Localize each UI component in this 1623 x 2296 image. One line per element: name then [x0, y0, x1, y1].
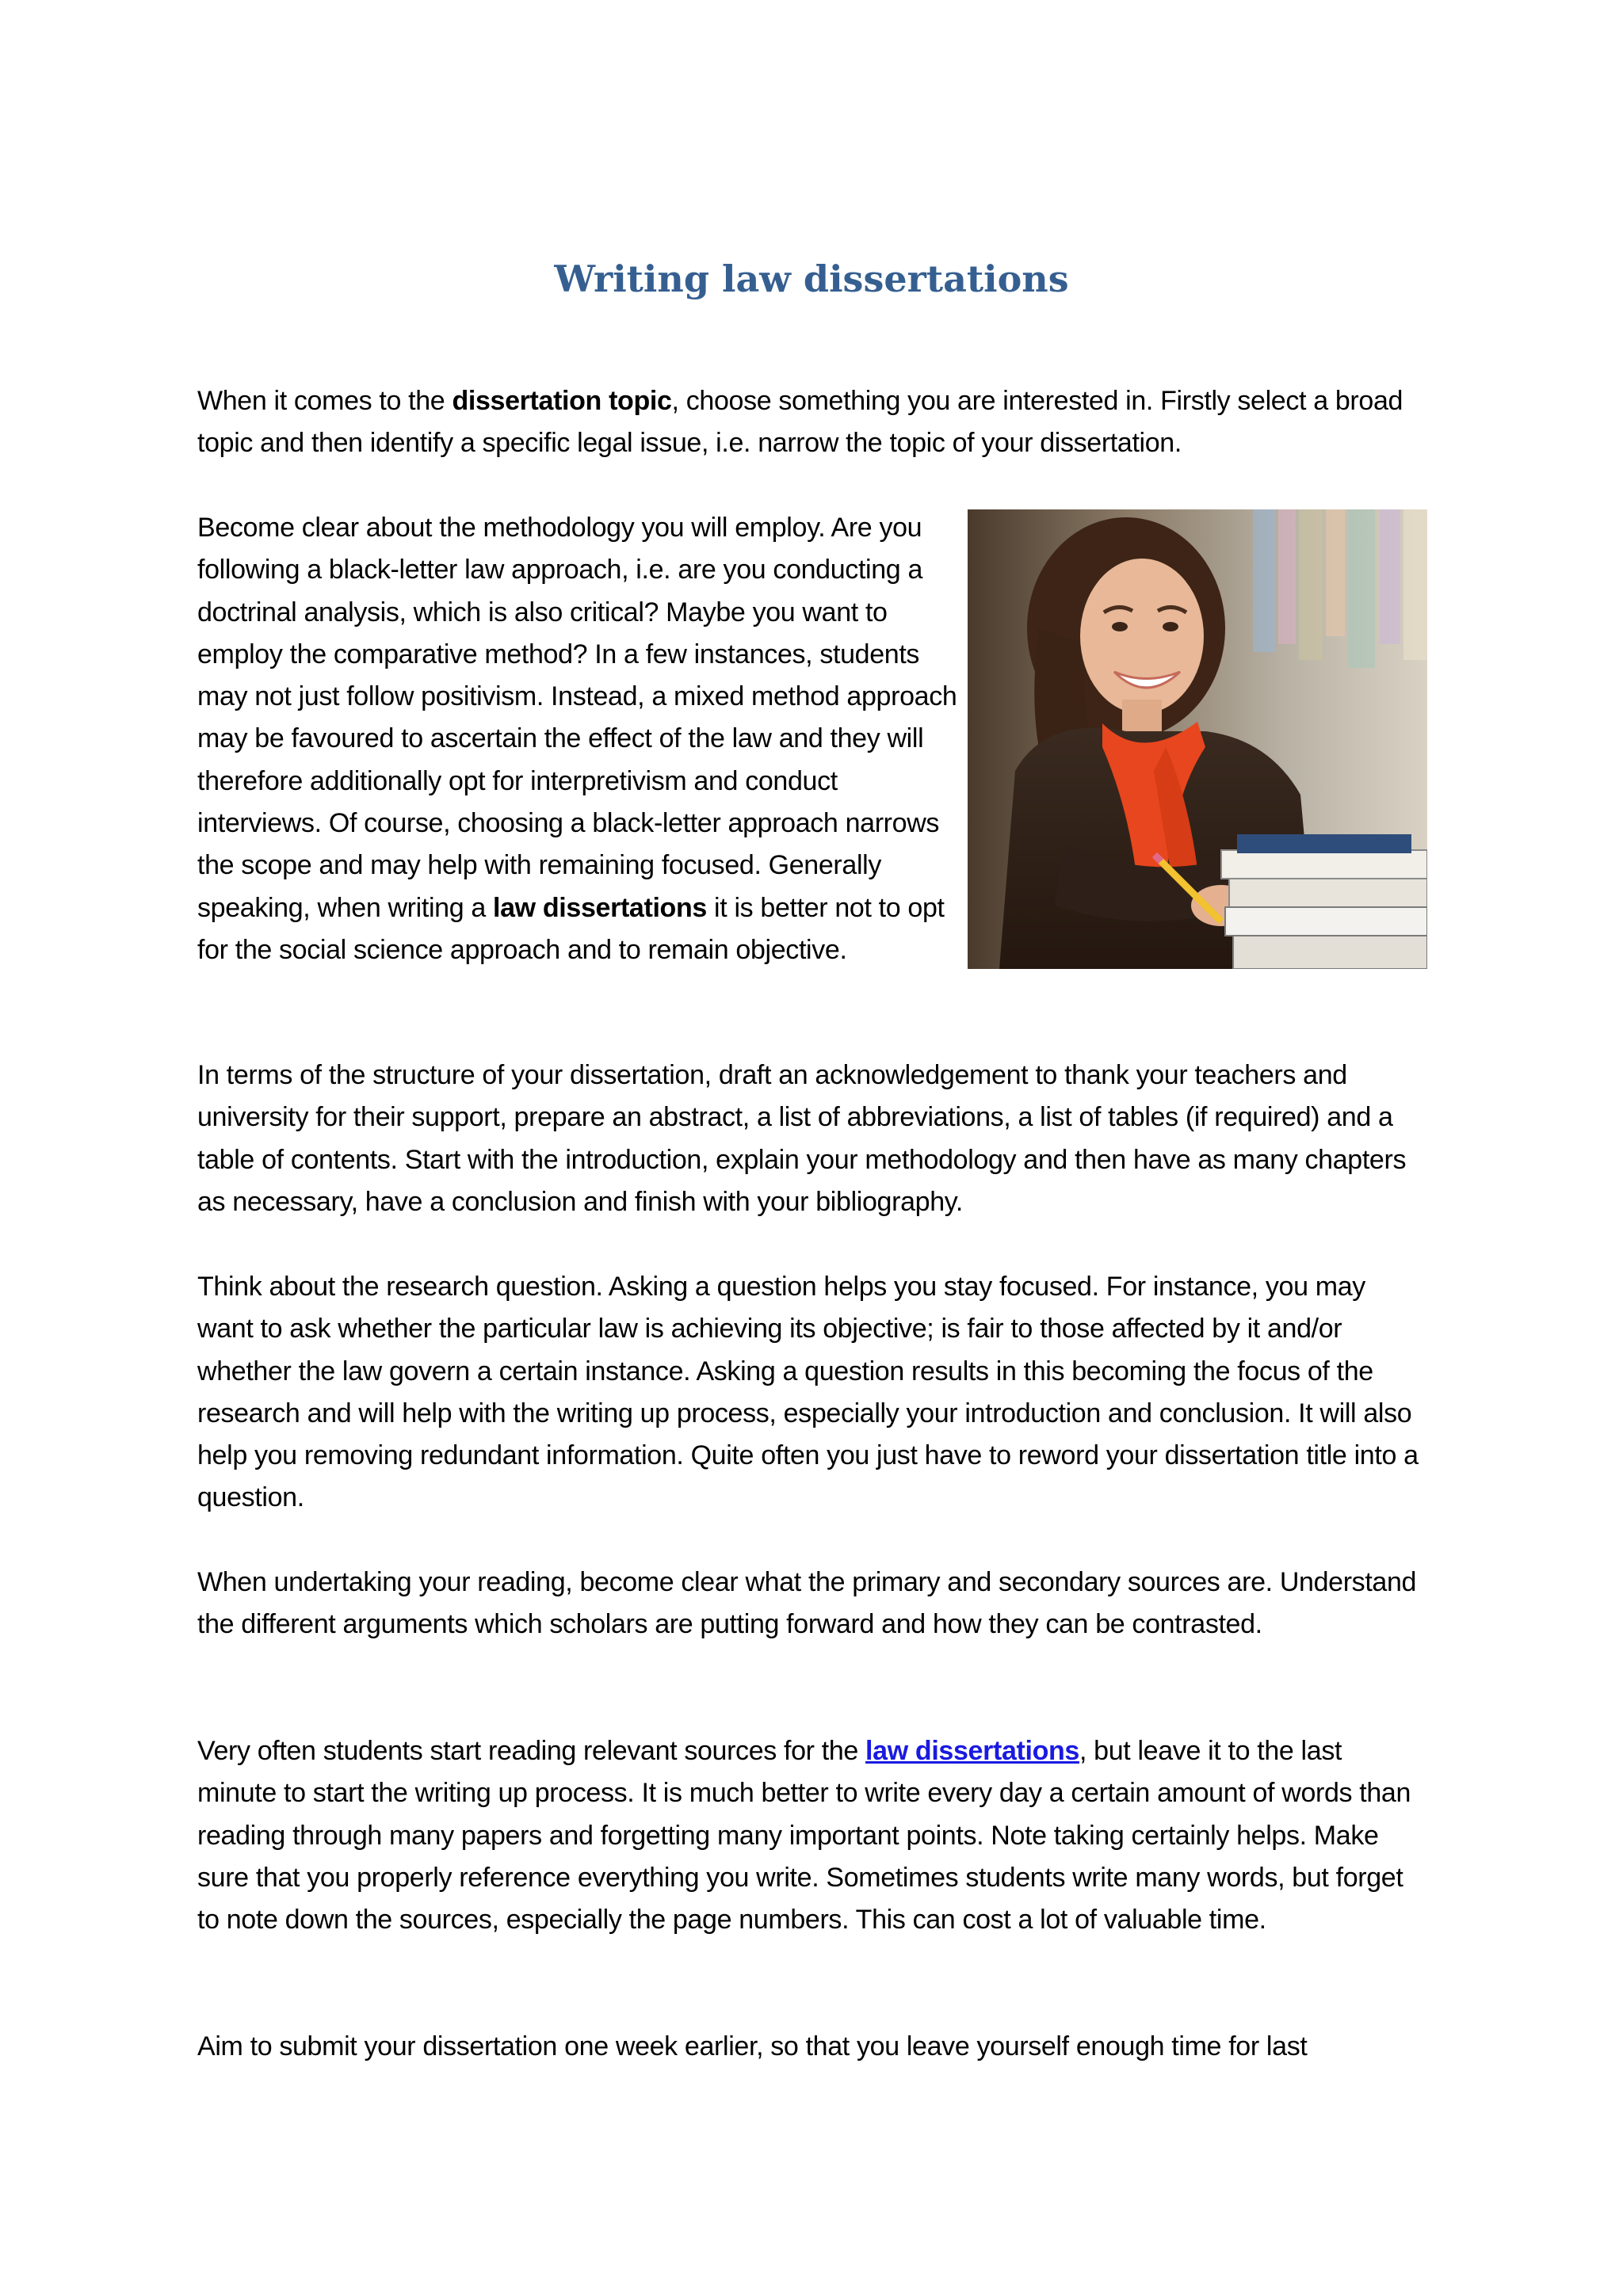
paragraph-methodology: [197, 507, 966, 971]
paragraph-submission: [197, 2026, 1427, 2068]
p5-text: When undertaking your reading, become clear what the primary and secondary sources are. Understand the different arguments which scholars are putting forward and how they can be contrasted.: [197, 1567, 1417, 1640]
paragraph-reading: [197, 1562, 1427, 1646]
page-title: Writing law dissertations: [554, 257, 1069, 300]
p6-text-after: , but leave it to the last minute to start the writing up process. It is much better to write every day a certain amount of words than reading through many papers and forgetting many important points. Note taking certainly helps. Make sure that you properly reference everything you write. Sometimes students write many words, but forget to note down the sources, especially the page numbers. This can cost a lot of valuable time.: [197, 1736, 1411, 1936]
p2-bold-term: law dissertations: [493, 892, 707, 923]
p1-text-after: , choose something you are interested in. Firstly select a broad topic and then identify a specific legal issue, i.e. narrow the topic of your dissertation.: [197, 386, 1403, 459]
p2-text-after: it is better not to opt for the social science approach and to remain objective.: [197, 892, 945, 965]
law-dissertations-link[interactable]: law dissertations: [865, 1736, 1079, 1766]
paragraph-structure: [197, 1055, 1427, 1223]
p6-text-before: Very often students start reading relevant sources for the: [197, 1736, 866, 1766]
student-with-books-photo: [968, 509, 1427, 969]
p2-text-before: Become clear about the methodology you will employ. Are you following a black-letter law approach, i.e. are you conducting a doctrinal analysis, which is also critical? Maybe you want to employ the comparative method? In a few instances, students may not just follow positivism. Instead, a mixed method approach may be favoured to ascertain the effect of the law and they will therefore additionally opt for interpretivism and conduct interviews. Of course, choosing a black-letter approach narrows the scope and may help with remaining focused. Generally speaking, when writing a: [197, 513, 957, 923]
p1-text-before: When it comes to the: [197, 386, 453, 416]
p7-text: Aim to submit your dissertation one week earlier, so that you leave yourself enough time for last: [197, 2031, 1308, 2061]
p4-text: Think about the research question. Asking a question helps you stay focused. For instance, you may want to ask whether the particular law is achieving its objective; is fair to those affected by it and/or whether the law govern a certain instance. Asking a question results in this becoming the focus of the research and will help with the writing up process, especially your introduction and conclusion. It will also help you removing redundant information. Quite often you just have to reword your dissertation title into a question.: [197, 1272, 1419, 1513]
p3-text: In terms of the structure of your dissertation, draft an acknowledgement to thank your teachers and university for their support, prepare an abstract, a list of abbreviations, a list of tables (if required) and a table of contents. Start with the introduction, explain your methodology and then have as many chapters as necessary, have a conclusion and finish with your bibliography.: [197, 1060, 1407, 1217]
paragraph-dissertation-topic: [197, 380, 1427, 465]
p1-bold-term: dissertation topic: [452, 386, 672, 416]
paragraph-research-question: [197, 1266, 1427, 1520]
paragraph-writing-process: [197, 1730, 1427, 1941]
